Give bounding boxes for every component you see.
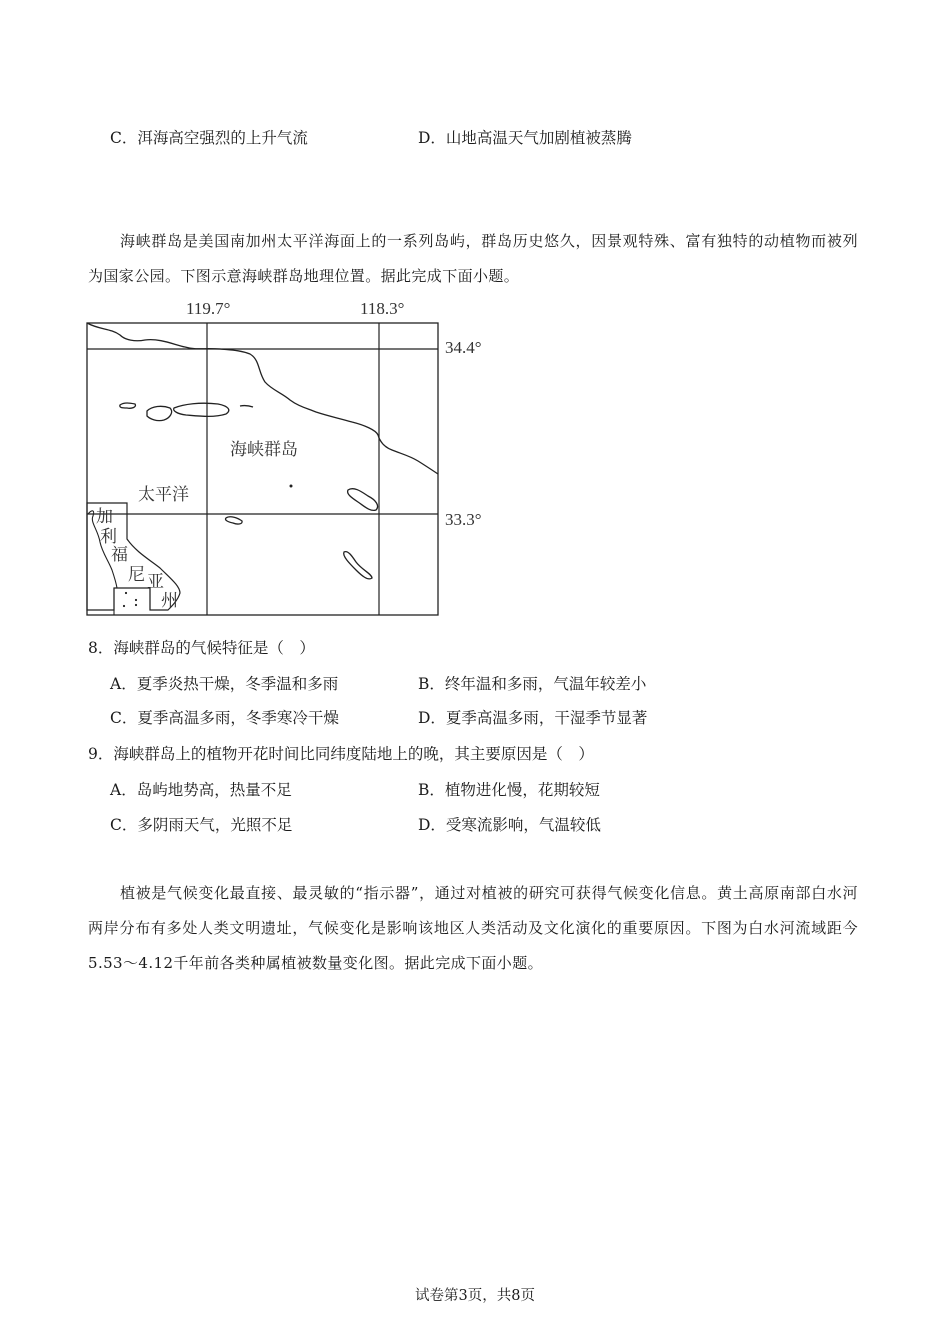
label-california-5: 亚: [147, 572, 164, 592]
passage-text: 植被是气候变化最直接、最灵敏的“指示器”，通过对植被的研究可获得气候变化信息。黄土高原南部白水河两岸分布有多处人类文明遗址，气候变化是影响该地区人类活动及文化演化的重要原因。下图为白水河流域距今5.53～4.12千年前各类种属植被数量变化图。据此完成下面小题。: [88, 884, 858, 972]
longitude-label-left: 119.7°: [186, 299, 231, 318]
island-san-nicolas: [225, 517, 242, 524]
label-channel-islands: 海峡群岛: [230, 440, 298, 460]
q8-option-c: C．夏季高温多雨，冬季寒冷干燥: [110, 709, 339, 727]
label-california-1: 加: [96, 507, 113, 527]
latitude-label-bottom: 33.3°: [445, 510, 482, 529]
longitude-label-right: 118.3°: [360, 299, 405, 318]
page-footer: 试卷第3页，共8页: [415, 1288, 535, 1304]
island-santa-catalina: [348, 489, 378, 511]
label-california-3: 福: [111, 545, 128, 565]
q7-option-d: D．山地高温天气加剧植被蒸腾: [418, 129, 632, 147]
label-california-4: 尼: [128, 565, 145, 585]
question-8-stem: 8．海峡群岛的气候特征是（ ）: [88, 639, 315, 657]
q9-option-b: B．植物进化慢，花期较短: [418, 781, 600, 799]
label-pacific-ocean: 太平洋: [138, 485, 189, 505]
q8-option-a: A．夏季炎热干燥，冬季温和多雨: [110, 675, 339, 693]
passage-text: 海峡群岛是美国南加州太平洋海面上的一系列岛屿，群岛历史悠久，因景观特殊、富有独特的动植物而被列为国家公园。下图示意海峡群岛地理位置。据此完成下面小题。: [88, 232, 858, 285]
island-santa-rosa: [147, 406, 172, 420]
latitude-label-top: 34.4°: [445, 338, 482, 357]
q8-option-d: D．夏季高温多雨，干湿季节显著: [418, 709, 648, 727]
island-santa-barbara-dot: [290, 485, 293, 488]
q9-option-c: C．多阴雨天气，光照不足: [110, 816, 293, 834]
passage-channel-islands: [88, 224, 858, 294]
island-anacapa: [240, 406, 253, 407]
question-9-stem: 9．海峡群岛上的植物开花时间比同纬度陆地上的晚，其主要原因是（ ）: [88, 745, 594, 763]
q9-option-d: D．受寒流影响，气温较低: [418, 816, 601, 834]
q8-option-b: B．终年温和多雨，气温年较差小: [418, 675, 647, 693]
island-santa-cruz: [174, 403, 229, 416]
label-california-2: 利: [100, 527, 117, 547]
passage-vegetation: [88, 876, 858, 981]
label-california-6: 州: [161, 591, 178, 611]
island-san-clemente: [344, 552, 372, 579]
q9-option-a: A．岛屿地势高，热量不足: [110, 781, 292, 799]
channel-islands-map: [80, 290, 520, 620]
q7-option-c: C．洱海高空强烈的上升气流: [110, 129, 308, 147]
island-san-miguel: [120, 403, 136, 408]
